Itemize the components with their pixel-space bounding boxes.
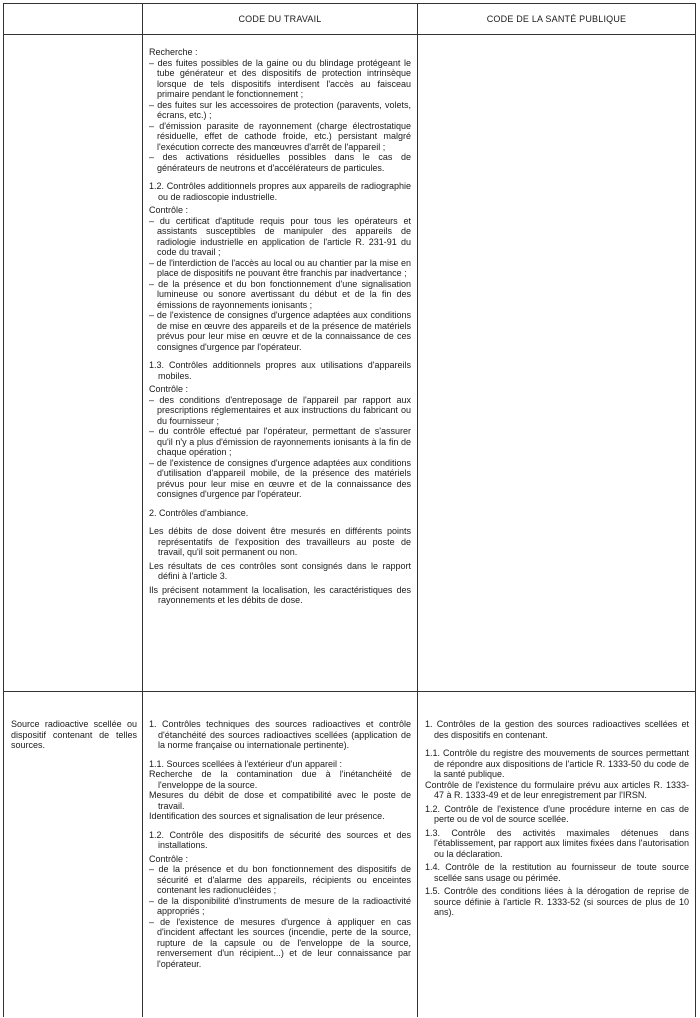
row2-travail-paragraph: Identification des sources et signalisation de leur présence. — [149, 811, 385, 821]
row1-travail-paragraph: Contrôle : — [149, 205, 189, 215]
row2-travail-cell — [149, 719, 411, 969]
row1-travail-paragraph: Les débits de dose doivent être mesurés en différents points représentatifs de l'exposition des travailleurs au poste de travail, qu'il soit permanent ou non. — [149, 526, 411, 557]
row2-label-cell: Source radioactive scellée ou dispositif contenant de telles sources. — [11, 719, 137, 750]
row1-travail-paragraph: – de l'existence de consignes d'urgence adaptées aux conditions de mise en œuvre des appareils et de la présence de matériels prévus pour leur mise en œuvre et de la connaissance de ces consignes d'urgence par l'opérateur. — [149, 310, 411, 352]
row1-travail-paragraph: – des fuites possibles de la gaine ou du blindage protégeant le tube générateur et des dispositifs de protection intrinsèque lorsque de tels dispositifs interdisent l'accès au faisceau primaire pendant le fonctionnement ; — [149, 57, 411, 99]
table-border-right — [695, 3, 696, 1017]
spacer — [149, 751, 411, 759]
row1-travail-paragraph: – de la présence et du bon fonctionnement d'une signalisation lumineuse ou sonore avertissant du début et de la fin des émissions de rayonnements ionisants ; — [149, 278, 411, 310]
row2-sante-paragraph: Contrôle de l'existence du formulaire prévu aux articles R. 1333-47 à R. 1333-49 et de leur enregistrement par l'IRSN. — [425, 779, 689, 800]
row1-travail-paragraph: Les résultats de ces contrôles sont consignés dans le rapport défini à l'article 3. — [149, 560, 411, 581]
row1-travail-cell — [149, 47, 411, 606]
row2-sante-cell — [425, 719, 689, 918]
row1-travail-paragraph: Recherche : — [149, 47, 198, 57]
column-divider-1 — [142, 3, 143, 1017]
row2-sante-paragraph: 1.4. Contrôle de la restitution au fournisseur de toute source scellée sans usage ou périmée. — [425, 862, 689, 883]
spacer — [149, 500, 411, 508]
row2-sante-paragraph: 1.5. Contrôle des conditions liées à la dérogation de reprise de source définie à l'article R. 1333-52 (si sources de plus de 10 ans). — [425, 886, 689, 917]
spacer — [149, 822, 411, 830]
row2-travail-paragraph: Contrôle : — [149, 853, 189, 864]
row1-travail-paragraph: – de l'existence de consignes d'urgence adaptées aux conditions d'utilisation d'appareil mobile, de la présence des matériels prévus pour leur mise en œuvre et de la connaissance des consignes d'urgence par l'opérateur. — [149, 457, 411, 499]
row1-travail-paragraph: – des fuites sur les accessoires de protection (paravents, volets, écrans, etc.) ; — [149, 99, 411, 120]
row1-travail-paragraph: 1.3. Contrôles additionnels propres aux utilisations d'appareils mobiles. — [149, 360, 411, 381]
header-divider — [3, 34, 696, 35]
row2-travail-paragraph: 1.1. Sources scellées à l'extérieur d'un appareil : — [149, 758, 343, 769]
row2-travail-paragraph: – de la présence et du bon fonctionnement des dispositifs de sécurité et d'alarme des appareils, récipients ou enceintes contenant les radionucléides ; — [149, 864, 411, 895]
row1-travail-paragraph: – d'émission parasite de rayonnement (charge électrostatique résiduelle, effet de cathode froide, etc.) persistant malgré l'exécution correcte des manœuvres d'arrêt de l'appareil ; — [149, 120, 411, 152]
header-code-du-travail: CODE DU TRAVAIL — [238, 13, 322, 24]
row2-travail-paragraph: 1. Contrôles techniques des sources radioactives et contrôle d'étanchéité des sources radioactives scellées (application de la norme française ou internationale pertinente). — [149, 719, 411, 750]
row1-travail-paragraph: – du certificat d'aptitude requis pour tous les opérateurs et assistants susceptibles de manipuler des appareils de radiologie industrielle en application de l'article R. 231-91 du code du travail ; — [149, 215, 411, 257]
row1-travail-paragraph: Ils précisent notamment la localisation, les caractéristiques des rayonnements et les débits de dose. — [149, 584, 411, 605]
spacer — [149, 518, 411, 526]
row1-travail-paragraph: Contrôle : — [149, 384, 189, 394]
row1-travail-paragraph: 1.2. Contrôles additionnels propres aux appareils de radiographie ou de radioscopie industrielle. — [149, 181, 411, 202]
regulation-table — [3, 3, 696, 1017]
row1-travail-paragraph: – des activations résiduelles possibles dans le cas de générateurs de neutrons et d'accélérateurs de particules. — [149, 152, 411, 173]
table-border-left — [3, 3, 4, 1017]
row-divider — [3, 691, 696, 692]
row1-travail-paragraph: – de l'interdiction de l'accès au local ou au chantier par la mise en place de dispositifs ne pouvant être franchis par inadvertance ; — [149, 257, 411, 278]
row1-travail-paragraph: – des conditions d'entreposage de l'appareil par rapport aux prescriptions réglementaires et aux instructions du fabricant ou du fournisseur ; — [149, 394, 411, 426]
row2-travail-paragraph: – de l'existence de mesures d'urgence à appliquer en cas d'incident affectant les sources (incendie, perte de la source, rupture de la capsule ou de l'enveloppe de la source, renversement d'un récipient...) et de leur connaissance par l'opérateur. — [149, 916, 411, 969]
spacer — [149, 352, 411, 360]
spacer — [149, 173, 411, 181]
header-code-sante-publique: CODE DE LA SANTÉ PUBLIQUE — [486, 13, 627, 24]
row2-sante-paragraph: 1. Contrôles de la gestion des sources radioactives scellées et des dispositifs en contenant. — [425, 719, 689, 740]
row2-travail-paragraph: – de la disponibilité d'instruments de mesure de la radioactivité appropriés ; — [149, 895, 411, 916]
row2-sante-paragraph: 1.1. Contrôle du registre des mouvements de sources permettant de répondre aux dispositions de l'article R. 1333-50 du code de la santé publique. — [425, 748, 689, 779]
row2-travail-paragraph: Mesures du débit de dose et compatibilité avec le poste de travail. — [149, 790, 411, 811]
spacer — [425, 740, 689, 748]
row1-travail-paragraph: – du contrôle effectué par l'opérateur, permettant de s'assurer qu'il n'y a plus d'émission de rayonnements ionisants à la fin de chaque opération ; — [149, 426, 411, 457]
column-divider-2 — [417, 3, 418, 1017]
row1-travail-paragraph: 2. Contrôles d'ambiance. — [149, 507, 249, 518]
row2-travail-paragraph: Recherche de la contamination due à l'inétanchéité de l'enveloppe de la source. — [149, 769, 411, 790]
row2-travail-paragraph: 1.2. Contrôle des dispositifs de sécurité des sources et des installations. — [149, 829, 411, 850]
row2-sante-paragraph: 1.2. Contrôle de l'existence d'une procédure interne en cas de perte ou de vol de source scellée. — [425, 803, 689, 824]
row2-sante-paragraph: 1.3. Contrôle des activités maximales détenues dans l'établissement, par rapport aux limites fixées dans l'autorisation ou la déclaration. — [425, 827, 689, 859]
